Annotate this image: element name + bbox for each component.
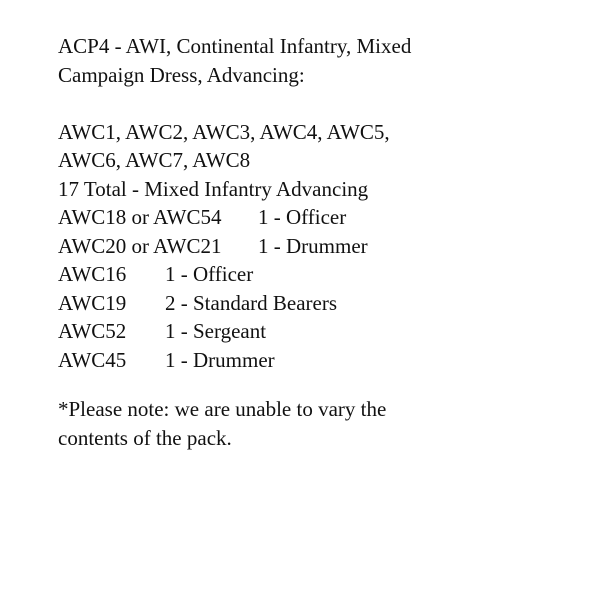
included-codes-line: AWC1, AWC2, AWC3, AWC4, AWC5, xyxy=(58,119,390,144)
list-item xyxy=(58,232,578,261)
items-list xyxy=(58,203,578,374)
item-description: 1 - Officer xyxy=(165,262,254,286)
item-code: AWC16 xyxy=(58,262,127,286)
pack-title-line: Campaign Dress, Advancing: xyxy=(58,62,305,87)
list-item xyxy=(58,260,578,289)
list-item xyxy=(58,289,578,318)
pack-summary: 17 Total - Mixed Infantry Advancing xyxy=(58,176,369,201)
item-description: 1 - Drummer xyxy=(258,233,368,258)
pack-description xyxy=(58,32,578,452)
included-codes xyxy=(58,118,578,175)
pack-note-line: *Please note: we are unable to vary the xyxy=(58,397,387,421)
list-item xyxy=(58,346,578,375)
item-code: AWC19 xyxy=(58,290,127,315)
item-description: 1 - Officer xyxy=(258,205,347,229)
pack-title-line: ACP4 - AWI, Continental Infantry, Mixed xyxy=(58,34,412,58)
item-description: 2 - Standard Bearers xyxy=(165,290,338,315)
list-item xyxy=(58,317,578,346)
spacer xyxy=(58,374,578,395)
item-code: AWC45 xyxy=(58,347,127,372)
pack-title xyxy=(58,32,578,89)
item-description: 1 - Drummer xyxy=(165,347,275,372)
pack-note-line: contents of the pack. xyxy=(58,425,232,450)
item-code: AWC18 or AWC54 xyxy=(58,205,222,229)
item-description: 1 - Sergeant xyxy=(165,319,267,343)
pack-note xyxy=(58,395,578,452)
item-code: AWC52 xyxy=(58,319,127,343)
included-codes-line: AWC6, AWC7, AWC8 xyxy=(58,148,251,172)
item-code: AWC20 or AWC21 xyxy=(58,233,222,258)
spacer xyxy=(58,89,578,118)
list-item xyxy=(58,203,578,232)
